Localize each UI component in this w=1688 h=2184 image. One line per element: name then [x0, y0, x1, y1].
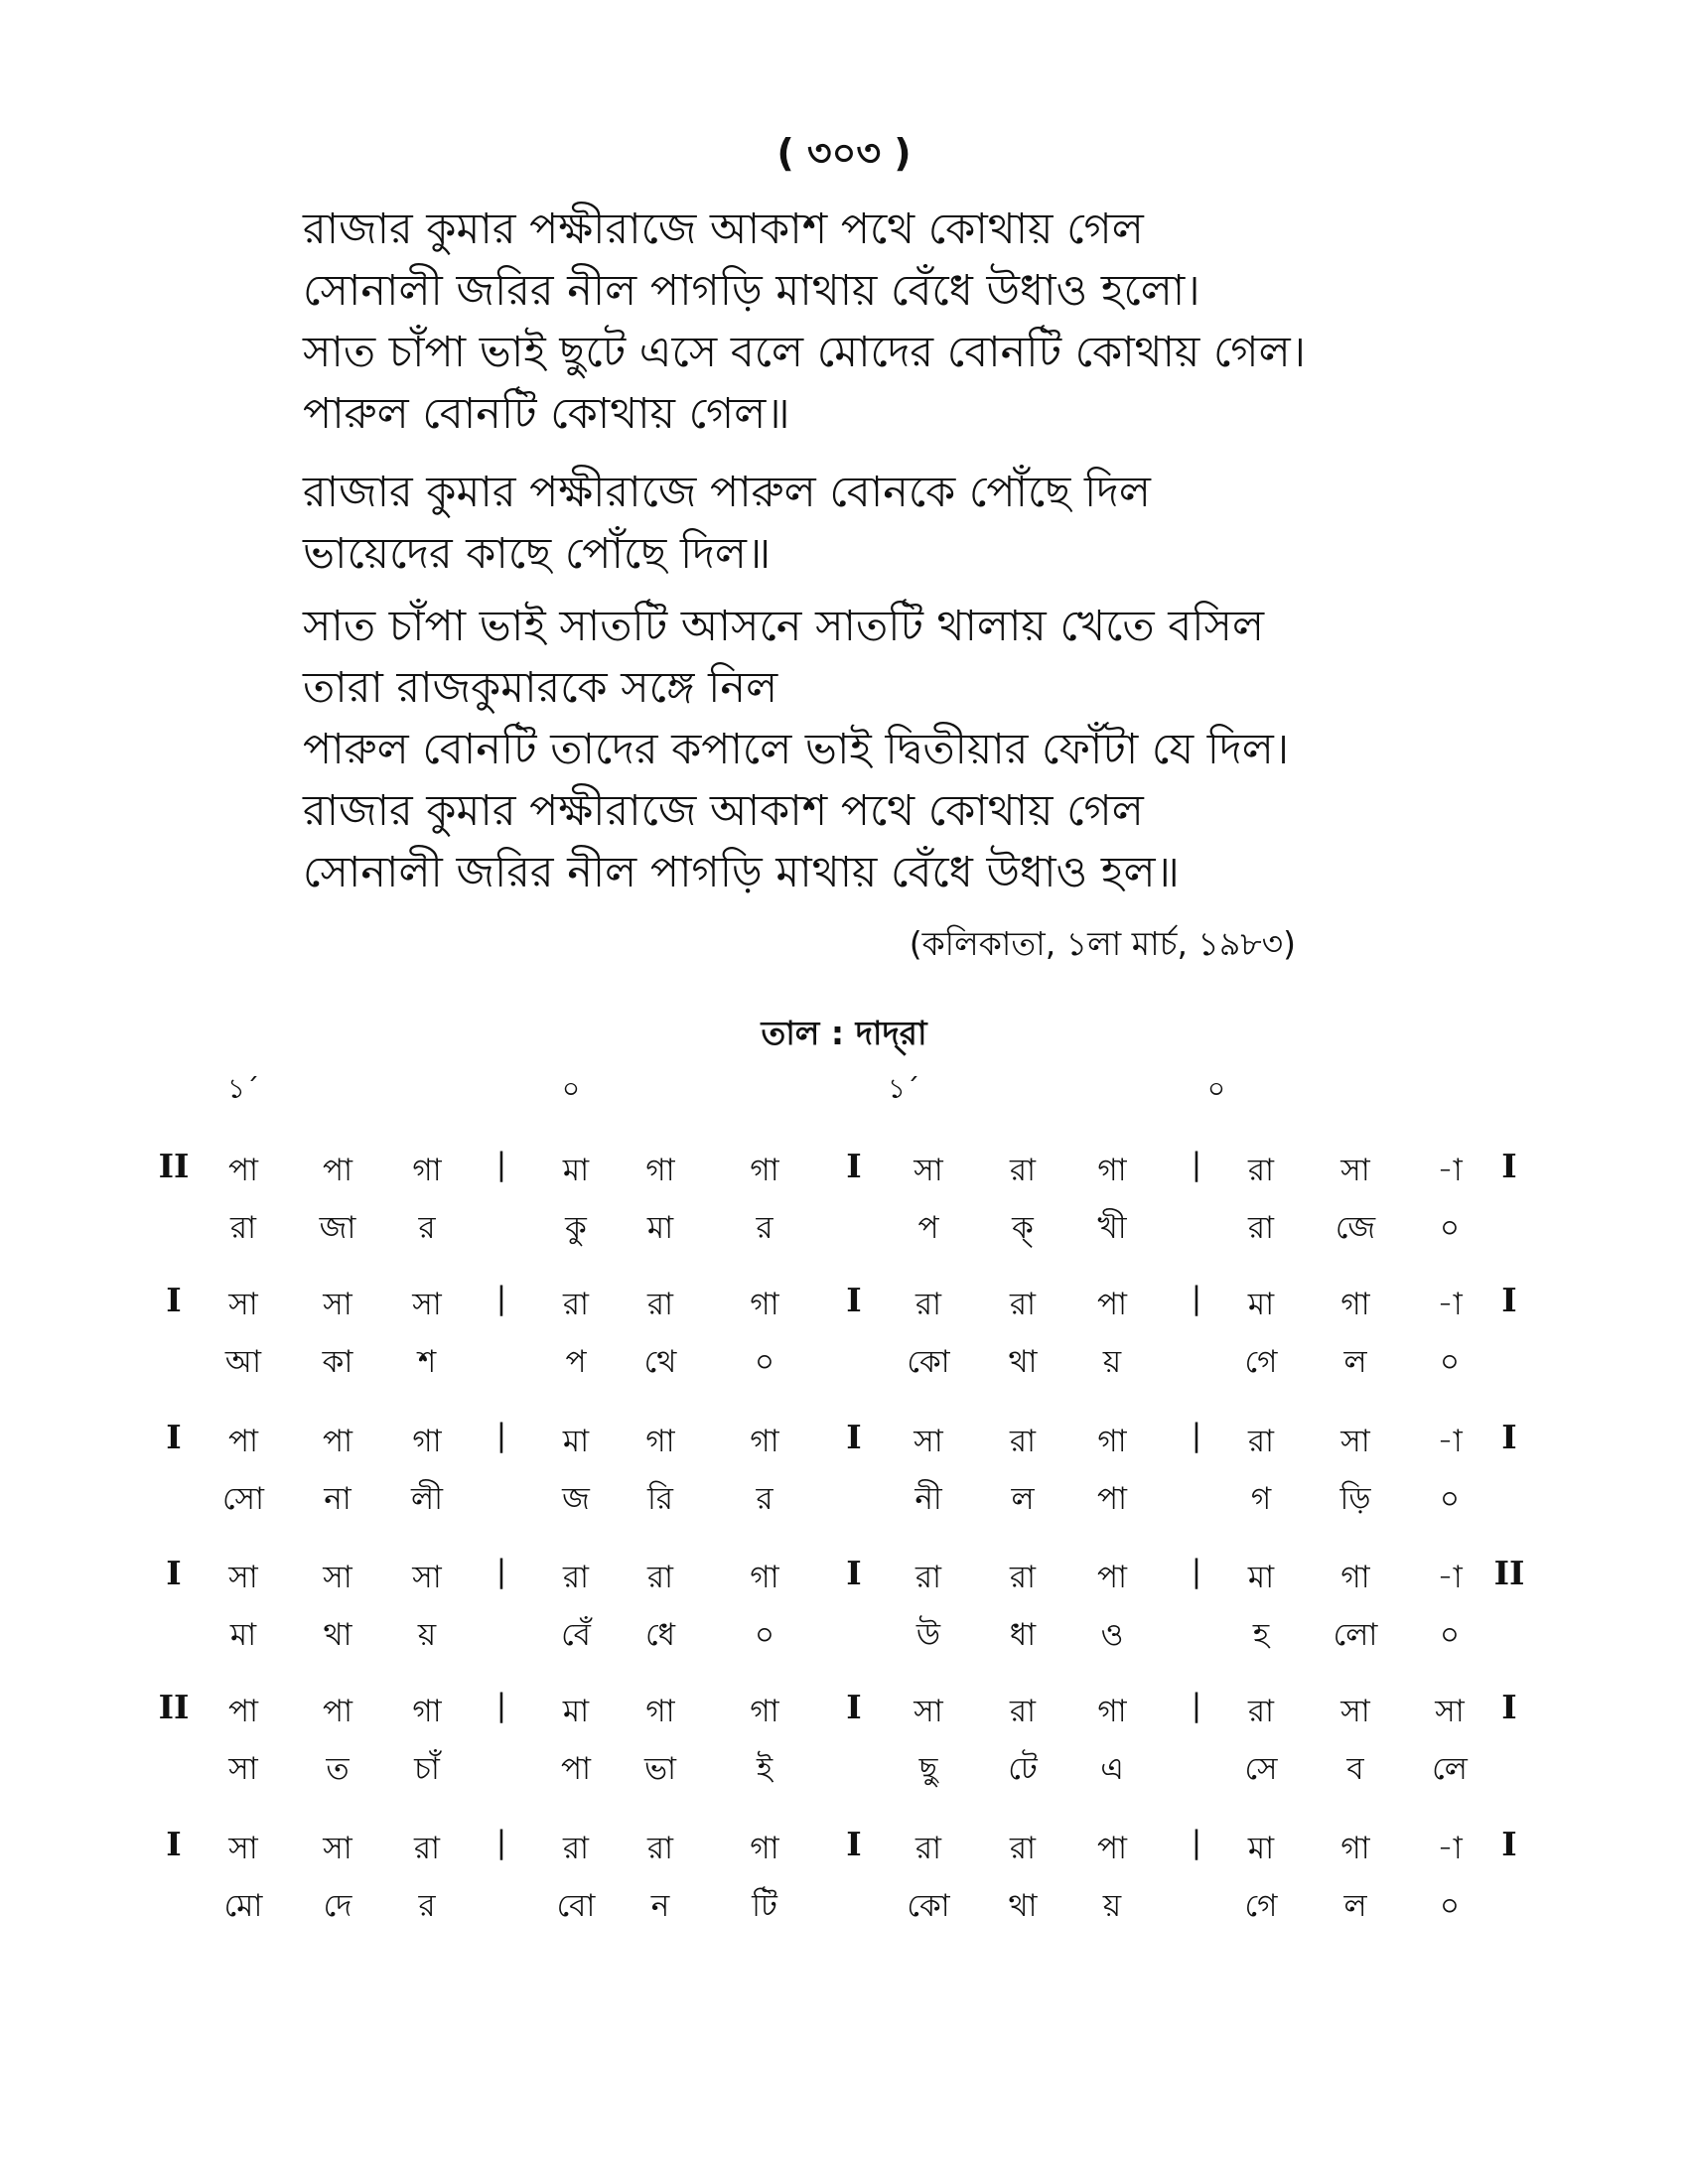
swara-note: সা — [1340, 1694, 1370, 1729]
bar-line: | — [1191, 1147, 1202, 1182]
swara-note: গা — [1340, 1560, 1370, 1595]
lyric-syllable: থা — [1008, 1344, 1038, 1380]
swara-note: সা — [1340, 1153, 1370, 1188]
lyric-syllable: না — [324, 1481, 352, 1517]
swara-note: সা — [323, 1560, 352, 1595]
lyric-syllable: প — [565, 1344, 587, 1380]
lyric-syllable: ল — [1011, 1481, 1035, 1517]
swara-note: রা — [562, 1287, 590, 1322]
swara-note: সা — [914, 1694, 943, 1729]
swara-note: রা — [1009, 1424, 1037, 1459]
swara-note: সা — [914, 1424, 943, 1459]
lyric-syllable: পা — [560, 1751, 592, 1787]
bar-line: II — [158, 1688, 190, 1726]
swara-note: গা — [750, 1424, 779, 1459]
lyric-syllable: আ — [224, 1344, 262, 1380]
stanza-line: ভায়েদের কাছে পোঁছে দিল॥ — [303, 529, 772, 579]
swara-note: রা — [646, 1287, 674, 1322]
swara-note: মা — [1247, 1831, 1275, 1866]
beat-mark: ১´ — [887, 1072, 920, 1105]
swara-note: রা — [1009, 1153, 1037, 1188]
lyric-syllable: রি — [647, 1481, 673, 1517]
lyric-syllable: টি — [752, 1888, 777, 1924]
bar-line: I — [846, 1281, 862, 1319]
lyric-syllable: খী — [1097, 1210, 1127, 1246]
lyric-syllable: মা — [646, 1210, 674, 1246]
lyric-syllable: সো — [221, 1481, 265, 1517]
swara-note: রা — [1247, 1694, 1275, 1729]
lyric-syllable: এ — [1100, 1751, 1124, 1787]
swara-note: রা — [646, 1831, 674, 1866]
swara-note: রা — [1247, 1424, 1275, 1459]
lyric-syllable: ০ — [1439, 1481, 1461, 1517]
bar-line: I — [166, 1554, 182, 1592]
lyric-syllable: মো — [223, 1888, 263, 1924]
lyric-syllable: য় — [417, 1617, 437, 1653]
bar-line: I — [1501, 1281, 1517, 1319]
swara-note: পা — [322, 1424, 353, 1459]
lyric-syllable: দে — [323, 1888, 352, 1924]
stanza-line: রাজার কুমার পক্ষীরাজে পারুল বোনকে পোঁছে দিল — [303, 468, 1151, 517]
notation-row — [0, 1147, 1688, 1266]
stanza-2 — [303, 462, 1151, 585]
bar-line: | — [495, 1281, 507, 1316]
swara-note: গা — [750, 1153, 779, 1188]
notation-row — [0, 1688, 1688, 1807]
lyric-syllable: লো — [1333, 1617, 1378, 1653]
bar-line: I — [846, 1418, 862, 1456]
lyric-syllable: য় — [1102, 1888, 1122, 1924]
lyric-syllable: বেঁ — [561, 1617, 591, 1653]
bar-line: I — [1501, 1147, 1517, 1185]
lyric-syllable: ভা — [643, 1751, 677, 1787]
lyric-syllable: প — [917, 1210, 939, 1246]
lyric-syllable: নী — [914, 1481, 942, 1517]
tala-title: তাল : দাদ্‌রা — [761, 1014, 927, 1052]
beat-mark: ০ — [1206, 1072, 1226, 1105]
swara-note: পা — [227, 1694, 259, 1729]
lyric-syllable: লী — [411, 1481, 443, 1517]
stanza-line: সোনালী জরির নীল পাগড়ি মাথায় বেঁধে উধাও হলো। — [303, 266, 1200, 316]
lyric-syllable: বো — [556, 1888, 596, 1924]
lyric-syllable: ই — [756, 1751, 774, 1787]
bar-line: I — [166, 1281, 182, 1319]
lyric-syllable: ব — [1346, 1751, 1364, 1787]
swara-note: রা — [1247, 1153, 1275, 1188]
lyric-syllable: র — [756, 1210, 774, 1246]
stanza-line: রাজার কুমার পক্ষীরাজে আকাশ পথে কোথায় গেল — [303, 786, 1144, 836]
swara-note: -া — [1437, 1287, 1463, 1322]
swara-note: মা — [562, 1694, 590, 1729]
swara-note: -া — [1437, 1153, 1463, 1188]
lyric-syllable: সা — [228, 1751, 258, 1787]
swara-note: রা — [1009, 1560, 1037, 1595]
notation-row — [0, 1418, 1688, 1537]
lyric-syllable: ল — [1343, 1344, 1367, 1380]
swara-note: পা — [322, 1694, 353, 1729]
beat-marks — [0, 1067, 1688, 1117]
lyric-syllable: কো — [907, 1888, 950, 1924]
bar-line: I — [166, 1418, 182, 1456]
swara-note: সা — [228, 1287, 258, 1322]
lyric-syllable: ০ — [1439, 1888, 1461, 1924]
swara-note: রা — [914, 1831, 942, 1866]
lyric-syllable: ০ — [1439, 1344, 1461, 1380]
swara-note: সা — [228, 1560, 258, 1595]
stanza-line: রাজার কুমার পক্ষীরাজে আকাশ পথে কোথায় গেল — [303, 205, 1144, 254]
swara-note: রা — [914, 1287, 942, 1322]
swara-note: গা — [750, 1831, 779, 1866]
bar-line: I — [846, 1825, 862, 1863]
swara-note: গা — [1097, 1153, 1127, 1188]
swara-note: গা — [1340, 1831, 1370, 1866]
swara-note: পা — [322, 1153, 353, 1188]
swara-note: রা — [646, 1560, 674, 1595]
swara-note: গা — [645, 1424, 675, 1459]
lyric-syllable: ০ — [754, 1344, 775, 1380]
lyric-syllable: ০ — [1439, 1210, 1461, 1246]
lyric-syllable: হ — [1252, 1617, 1270, 1653]
lyric-syllable: গে — [1244, 1888, 1278, 1924]
lyric-syllable: সে — [1244, 1751, 1278, 1787]
beat-mark: ১´ — [226, 1072, 260, 1105]
swara-note: গা — [412, 1694, 442, 1729]
swara-note: গা — [412, 1153, 442, 1188]
swara-note: রা — [1009, 1831, 1037, 1866]
lyric-syllable: উ — [915, 1617, 941, 1653]
bar-line: | — [495, 1825, 507, 1860]
lyric-syllable: শ — [417, 1344, 437, 1380]
swara-note: গা — [1097, 1424, 1127, 1459]
lyric-syllable: রা — [229, 1210, 257, 1246]
bar-line: II — [158, 1147, 190, 1185]
bar-line: | — [1191, 1688, 1202, 1723]
lyric-syllable: চাঁ — [414, 1751, 440, 1787]
swara-note: পা — [1096, 1287, 1128, 1322]
lyric-syllable: ও — [1100, 1617, 1124, 1653]
swara-note: গা — [1097, 1694, 1127, 1729]
bar-line: | — [1191, 1281, 1202, 1316]
lyric-syllable: র — [418, 1888, 436, 1924]
lyric-syllable: থা — [323, 1617, 352, 1653]
lyric-syllable: ধে — [645, 1617, 675, 1653]
lyric-syllable: টে — [1008, 1751, 1038, 1787]
stanza-line: পারুল বোনটি কোথায় গেল॥ — [303, 389, 790, 439]
bar-line: I — [846, 1554, 862, 1592]
lyric-syllable: লে — [1432, 1751, 1468, 1787]
bar-line: I — [166, 1825, 182, 1863]
stanza-line: সোনালী জরির নীল পাগড়ি মাথায় বেঁধে উধাও হল॥ — [303, 848, 1180, 897]
lyric-syllable: ড়ি — [1339, 1481, 1371, 1517]
swara-note: গা — [412, 1424, 442, 1459]
swara-note: সা — [1435, 1694, 1465, 1729]
swara-note: সা — [228, 1831, 258, 1866]
swara-note: -া — [1437, 1831, 1463, 1866]
swara-note: রা — [413, 1831, 441, 1866]
swara-note: গা — [645, 1694, 675, 1729]
swara-note: মা — [562, 1424, 590, 1459]
swara-note: -া — [1437, 1424, 1463, 1459]
bar-line: I — [1501, 1825, 1517, 1863]
bar-line: | — [1191, 1554, 1202, 1589]
bar-line: | — [1191, 1825, 1202, 1860]
swara-note: রা — [1009, 1287, 1037, 1322]
bar-line: I — [1501, 1418, 1517, 1456]
bar-line: I — [846, 1147, 862, 1185]
beat-mark: ০ — [561, 1072, 581, 1105]
swara-note: পা — [1096, 1560, 1128, 1595]
stanza-line: পারুল বোনটি তাদের কপালে ভাই দ্বিতীয়ার ফোঁটা যে দিল। — [303, 725, 1290, 774]
swara-note: পা — [227, 1424, 259, 1459]
stanza-line: সাত চাঁপা ভাই ছুটে এসে বলে মোদের বোনটি কোথায় গেল। — [303, 328, 1307, 377]
swara-note: রা — [914, 1560, 942, 1595]
lyric-syllable: র — [418, 1210, 436, 1246]
lyric-syllable: কু — [565, 1210, 587, 1246]
bar-line: I — [846, 1688, 862, 1726]
date-line: (কলিকাতা, ১লা মার্চ, ১৯৮৩) — [909, 924, 1296, 963]
swara-note: সা — [1340, 1424, 1370, 1459]
swara-note: রা — [562, 1560, 590, 1595]
swara-note: গা — [645, 1153, 675, 1188]
stanza-1 — [303, 199, 1306, 445]
lyric-syllable: রা — [1247, 1210, 1275, 1246]
bar-line: | — [495, 1418, 507, 1453]
lyric-syllable: কো — [907, 1344, 950, 1380]
bar-line: | — [495, 1688, 507, 1723]
lyric-syllable: ০ — [1439, 1617, 1461, 1653]
lyric-syllable: ন — [650, 1888, 670, 1924]
lyric-syllable: কা — [322, 1344, 353, 1380]
lyric-syllable: ০ — [754, 1617, 775, 1653]
notation-row — [0, 1825, 1688, 1944]
notation-row — [0, 1281, 1688, 1400]
swara-note: রা — [1009, 1694, 1037, 1729]
swara-note: সা — [412, 1287, 442, 1322]
lyric-syllable: মা — [229, 1617, 257, 1653]
lyric-syllable: থা — [1008, 1888, 1038, 1924]
swara-note: পা — [1096, 1831, 1128, 1866]
lyric-syllable: র — [756, 1481, 774, 1517]
swara-note: রা — [562, 1831, 590, 1866]
swara-note: পা — [227, 1153, 259, 1188]
swara-note: সা — [914, 1153, 943, 1188]
swara-note: গা — [1340, 1287, 1370, 1322]
bar-line: II — [1493, 1554, 1525, 1592]
swara-note: গা — [750, 1560, 779, 1595]
lyric-syllable: থে — [643, 1344, 677, 1380]
swara-note: গা — [750, 1694, 779, 1729]
lyric-syllable: ছু — [918, 1751, 938, 1787]
lyric-syllable: ত — [326, 1751, 350, 1787]
page-number: ( ৩০৩ ) — [776, 131, 912, 175]
bar-line: | — [1191, 1418, 1202, 1453]
lyric-syllable: জা — [319, 1210, 356, 1246]
lyric-syllable: গে — [1244, 1344, 1278, 1380]
lyric-syllable: ধা — [1009, 1617, 1037, 1653]
bar-line: | — [495, 1554, 507, 1589]
lyric-syllable: ক্ — [1012, 1210, 1034, 1246]
swara-note: সা — [412, 1560, 442, 1595]
lyric-syllable: ল — [1343, 1888, 1367, 1924]
notation-row — [0, 1554, 1688, 1673]
swara-note: মা — [562, 1153, 590, 1188]
swara-note: সা — [323, 1831, 352, 1866]
lyric-syllable: গ — [1250, 1481, 1272, 1517]
bar-line: I — [1501, 1688, 1517, 1726]
stanza-3 — [303, 596, 1289, 903]
swara-note: গা — [750, 1287, 779, 1322]
swara-note: মা — [1247, 1287, 1275, 1322]
lyric-syllable: জে — [1335, 1210, 1376, 1246]
swara-note: সা — [323, 1287, 352, 1322]
lyric-syllable: য় — [1102, 1344, 1122, 1380]
lyric-syllable: পা — [1096, 1481, 1128, 1517]
swara-note: -া — [1437, 1560, 1463, 1595]
stanza-line: সাত চাঁপা ভাই সাতটি আসনে সাতটি থালায় খেতে বসিল — [303, 602, 1265, 651]
lyric-syllable: জ — [562, 1481, 590, 1517]
bar-line: | — [495, 1147, 507, 1182]
stanza-line: তারা রাজকুমারকে সঙ্গে নিল — [303, 663, 778, 713]
swara-note: মা — [1247, 1560, 1275, 1595]
